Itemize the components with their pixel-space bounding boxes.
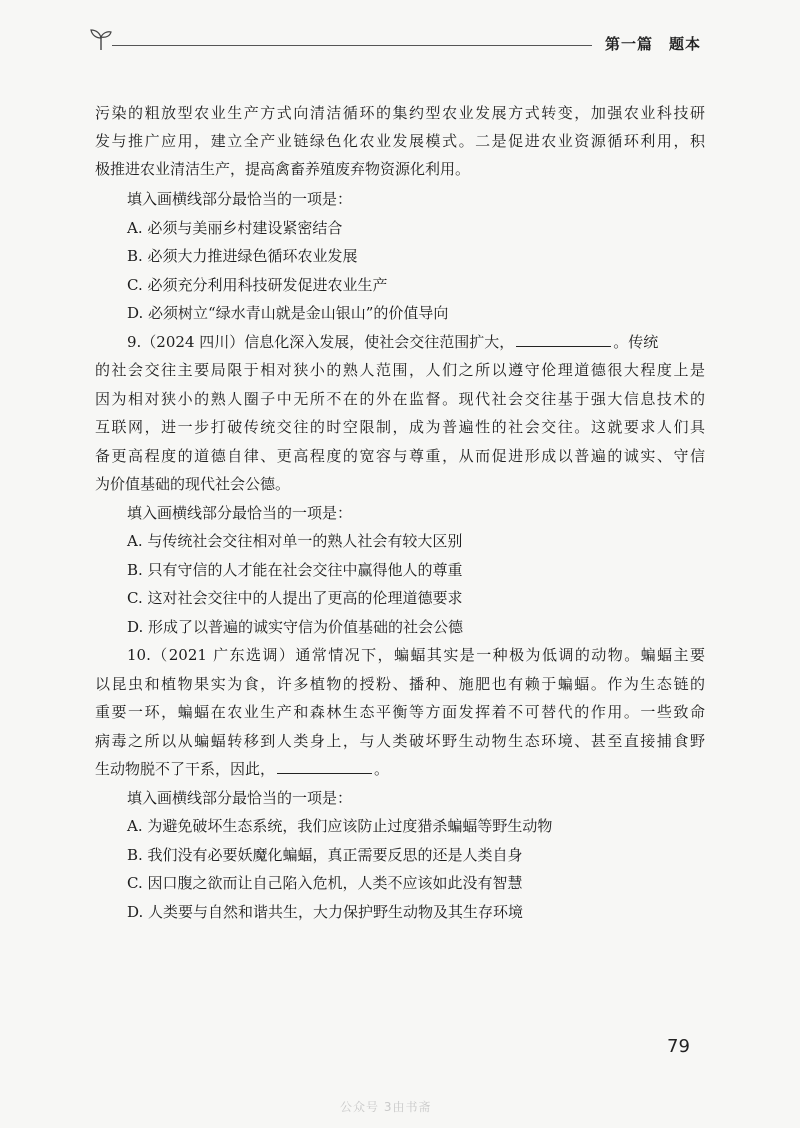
q10-prompt: 填入画横线部分最恰当的一项是：: [127, 789, 353, 807]
q9-option-d: D. 形成了以普遍的诚实守信为价值基础的社会公德: [127, 618, 464, 636]
intro-line-1: 污染的粗放型农业生产方式向清洁循环的集约型农业发展方式转变，加强农业科技研: [95, 104, 705, 122]
q10-stem-start: 生动物脱不了干系，因此，: [95, 760, 276, 778]
intro-line-3: 极推进农业清洁生产，提高禽畜养殖废弃物资源化利用。: [95, 160, 471, 178]
q10-option-d: D. 人类要与自然和谐共生，大力保护野生动物及其生存环境: [127, 903, 524, 921]
q10-option-c: C. 因口腹之欲而让自己陷入危机，人类不应该如此没有智慧: [127, 874, 523, 892]
q8-prompt: 填入画横线部分最恰当的一项是：: [127, 190, 353, 208]
q8-option-a: A. 必须与美丽乡村建设紧密结合: [127, 219, 343, 237]
q9-line-1: [127, 332, 658, 352]
q8-option-d: D. 必须树立“绿水青山就是金山银山”的价值导向: [127, 304, 449, 322]
q10-line-4: 病毒之所以从蝙蝠转移到人类身上，与人类破坏野生动物生态环境、甚至直接捕食野: [95, 732, 705, 750]
q8-option-c: C. 必须充分利用科技研发促进农业生产: [127, 276, 388, 294]
page-header: [0, 0, 800, 70]
q9-line-2: 的社会交往主要局限于相对狭小的熟人范围，人们之所以遵守伦理道德很大程度上是: [95, 361, 705, 379]
sprout-icon: [88, 26, 114, 52]
q9-stem-end: 。传统: [613, 333, 659, 351]
intro-line-2: 发与推广应用，建立全产业链绿色化农业发展模式。二是促进农业资源循环利用，积: [95, 132, 705, 150]
q9-option-a: A. 与传统社会交往相对单一的熟人社会有较大区别: [127, 532, 463, 550]
q9-line-4: 互联网，进一步打破传统交往的时空限制，成为普遍性的社会交往。这就要求人们具: [95, 418, 705, 436]
q9-line-3: 因为相对狭小的熟人圈子中无所不在的外在监督。现代社会交往基于强大信息技术的: [95, 390, 705, 408]
q10-stem-end: 。: [374, 760, 390, 778]
q10-line-2: 以昆虫和植物果实为食，许多植物的授粉、播种、施肥也有赖于蝙蝠。作为生态链的: [95, 675, 705, 693]
q8-option-b: B. 必须大力推进绿色循环农业发展: [127, 247, 358, 265]
q9-line-5: 备更高程度的道德自律、更高程度的宽容与尊重，从而促进形成以普遍的诚实、守信: [95, 447, 705, 465]
q9-line-6: 为价值基础的现代社会公德。: [95, 475, 291, 493]
q10-option-b: B. 我们没有必要妖魔化蝙蝠，真正需要反思的还是人类自身: [127, 846, 523, 864]
q10-line-3: 重要一环，蝙蝠在农业生产和森林生态平衡等方面发挥着不可替代的作用。一些致命: [95, 703, 705, 721]
q10-line-1: 10.（2021 广东选调）通常情况下，蝙蝠其实是一种极为低调的动物。蝙蝠主要: [127, 646, 705, 664]
watermark: 公众号 3由书斋: [340, 1100, 432, 1114]
header-rule: [112, 45, 592, 46]
q9-option-c: C. 这对社会交往中的人提出了更高的伦理道德要求: [127, 589, 463, 607]
page-number: 79: [667, 1036, 690, 1057]
q9-stem-start: 9.（2024 四川）信息化深入发展，使社会交往范围扩大，: [127, 333, 515, 351]
q9-prompt: 填入画横线部分最恰当的一项是：: [127, 504, 353, 522]
q10-line-5: [95, 759, 389, 779]
q9-option-b: B. 只有守信的人才能在社会交往中赢得他人的尊重: [127, 561, 463, 579]
q10-option-a: A. 为避免破坏生态系统，我们应该防止过度猎杀蝙蝠等野生动物: [127, 817, 553, 835]
q9-answer-blank: [516, 332, 611, 347]
q10-answer-blank: [277, 759, 372, 774]
section-title: 第一篇 题本: [605, 35, 702, 53]
